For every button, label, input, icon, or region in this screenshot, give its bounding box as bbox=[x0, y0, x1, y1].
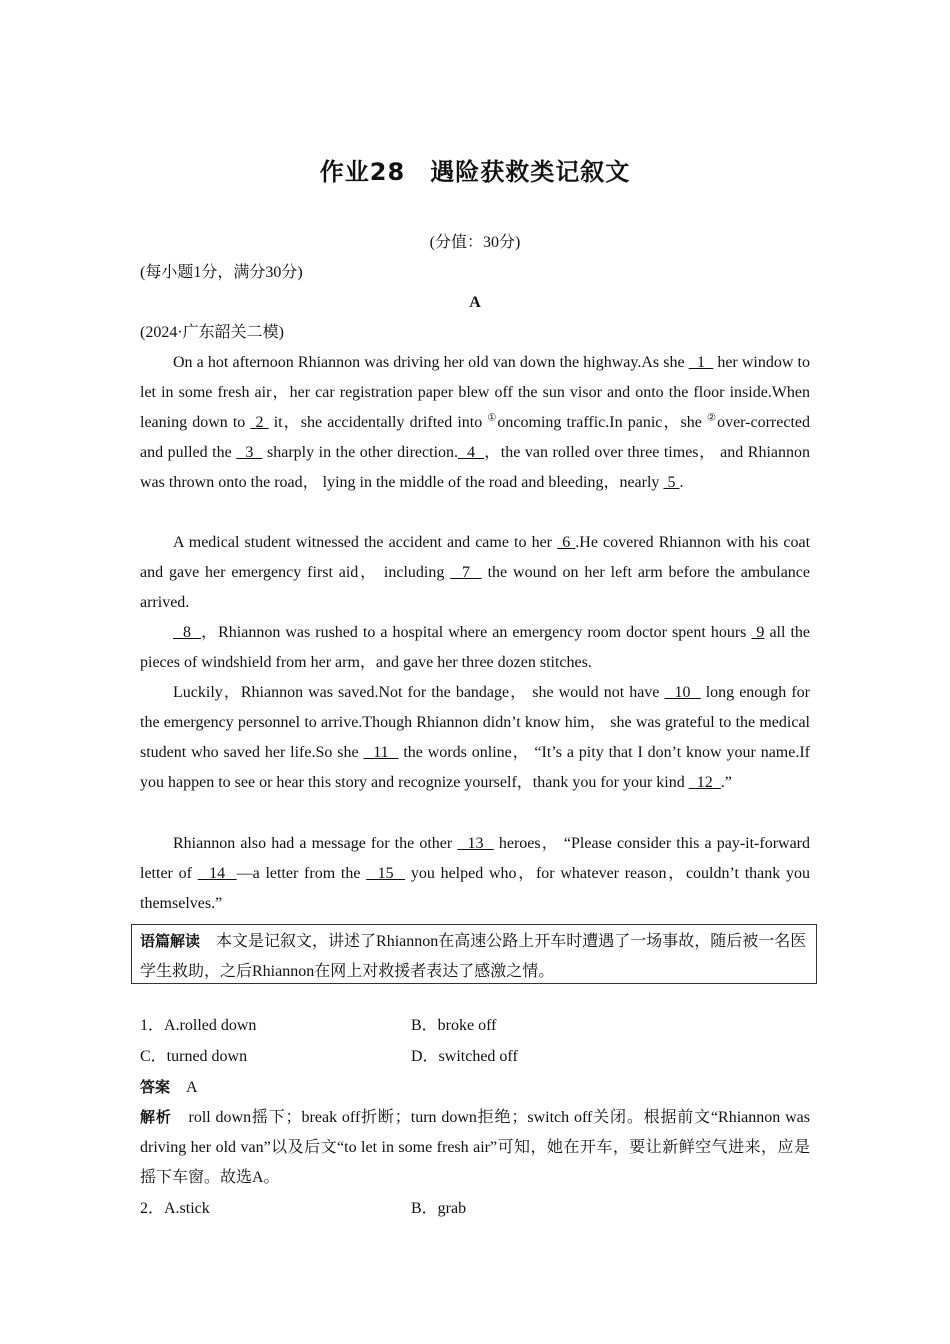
q1-option-a: 1．A.rolled down bbox=[140, 1017, 257, 1034]
q1-option-b: B．broke off bbox=[411, 1017, 497, 1034]
footnote-marker-2: ② bbox=[706, 412, 718, 424]
source-note: (2024·广东韶关二模) bbox=[140, 324, 284, 341]
q1-option-c: C．turned down bbox=[140, 1048, 248, 1065]
blank-6: 6 bbox=[557, 534, 576, 551]
explanation-label: 解析 bbox=[140, 1108, 172, 1126]
q2-option-b: B．grab bbox=[411, 1200, 467, 1217]
passage-paragraph-1: On a hot afternoon Rhiannon was driving her old van down the highway.As she 1 her window to let in some fresh air，her car registration paper blew off the sun visor and onto the floor inside.When leaning down to 2 it，she accidentally drifted into ①oncoming traffic.In panic，she ②over-corrected and pulled the 3 sharply in the other direction. 4 ，the van rolled over three times， and Rhiannon was thrown onto the road， lying in the middle of the road and bleeding，nearly 5 . bbox=[140, 354, 811, 492]
blank-8: 8 bbox=[173, 624, 202, 641]
passage-paragraph-2: A medical student witnessed the accident and came to her 6 .He covered Rhiannon with his coat and gave her emergency first aid， including 7 the wound on her left arm before the ambulance arrived. bbox=[140, 534, 811, 612]
blank-14: 14 bbox=[197, 865, 237, 883]
analysis-text: 本文是记叙文，讲述了Rhiannon在高速公路上开车时遭遇了一场事故，随后被一名医学生救助，之后Rhiannon在网上对救援者表达了感激之情。 bbox=[140, 933, 807, 980]
blank-12: 12 bbox=[688, 774, 721, 792]
passage-analysis-box bbox=[131, 924, 817, 984]
blank-11: 11 bbox=[363, 744, 399, 762]
answer-value: A bbox=[186, 1079, 198, 1096]
blank-15: 15 bbox=[366, 865, 406, 883]
blank-5: 5 bbox=[663, 474, 680, 492]
passage-paragraph-3: 8 ，Rhiannon was rushed to a hospital where an emergency room doctor spent hours 9 all the pieces of windshield from her arm，and gave her three dozen stitches. bbox=[140, 624, 811, 672]
blank-13: 13 bbox=[457, 835, 494, 852]
passage-paragraph-4: Luckily，Rhiannon was saved.Not for the bandage， she would not have 10 long enough for the emergency personnel to arrive.Though Rhiannon didn’t know him， she was grateful to the medical student who saved her life.So she 11 the words online， “It’s a pity that I don’t know your name.If you happen to see or hear this story and recognize yourself，thank you for your kind 12 .” bbox=[140, 684, 811, 792]
section-heading: A bbox=[469, 294, 481, 311]
blank-2: 2 bbox=[250, 414, 269, 432]
answer-label: 答案 bbox=[140, 1078, 171, 1096]
score-line: (分值：30分) bbox=[429, 234, 521, 251]
footnote-marker-1: ① bbox=[487, 412, 498, 424]
blank-4: 4 bbox=[458, 444, 485, 462]
blank-3: 3 bbox=[236, 444, 263, 462]
q1-explanation bbox=[140, 1102, 810, 1193]
blank-1: 1 bbox=[688, 354, 714, 371]
blank-10: 10 bbox=[664, 684, 701, 701]
q2-option-a: 2．A.stick bbox=[140, 1200, 210, 1217]
blank-7: 7 bbox=[450, 564, 482, 582]
scoring-note: (每小题1分，满分30分) bbox=[140, 264, 303, 281]
page-title: 作业28 遇险获救类记叙文 bbox=[319, 158, 631, 186]
q1-answer bbox=[140, 1072, 198, 1103]
analysis-label: 语篇解读 bbox=[140, 932, 201, 950]
q1-option-d: D．switched off bbox=[411, 1048, 518, 1065]
passage-paragraph-5: Rhiannon also had a message for the other 13 heroes， “Please consider this a pay-it-forward letter of 14 —a letter from the 15 you helped who，for whatever reason，couldn’t thank you themselves.” bbox=[140, 835, 811, 913]
explanation-text: roll down摇下；break off折断；turn down拒绝；switch off关闭。根据前文“Rhiannon was driving her old van”以及后文“to let in some fresh air”可知，她在开车，要让新鲜空气进来，应是摇下车窗。故选A。 bbox=[140, 1109, 810, 1186]
blank-9: 9 bbox=[751, 624, 765, 641]
